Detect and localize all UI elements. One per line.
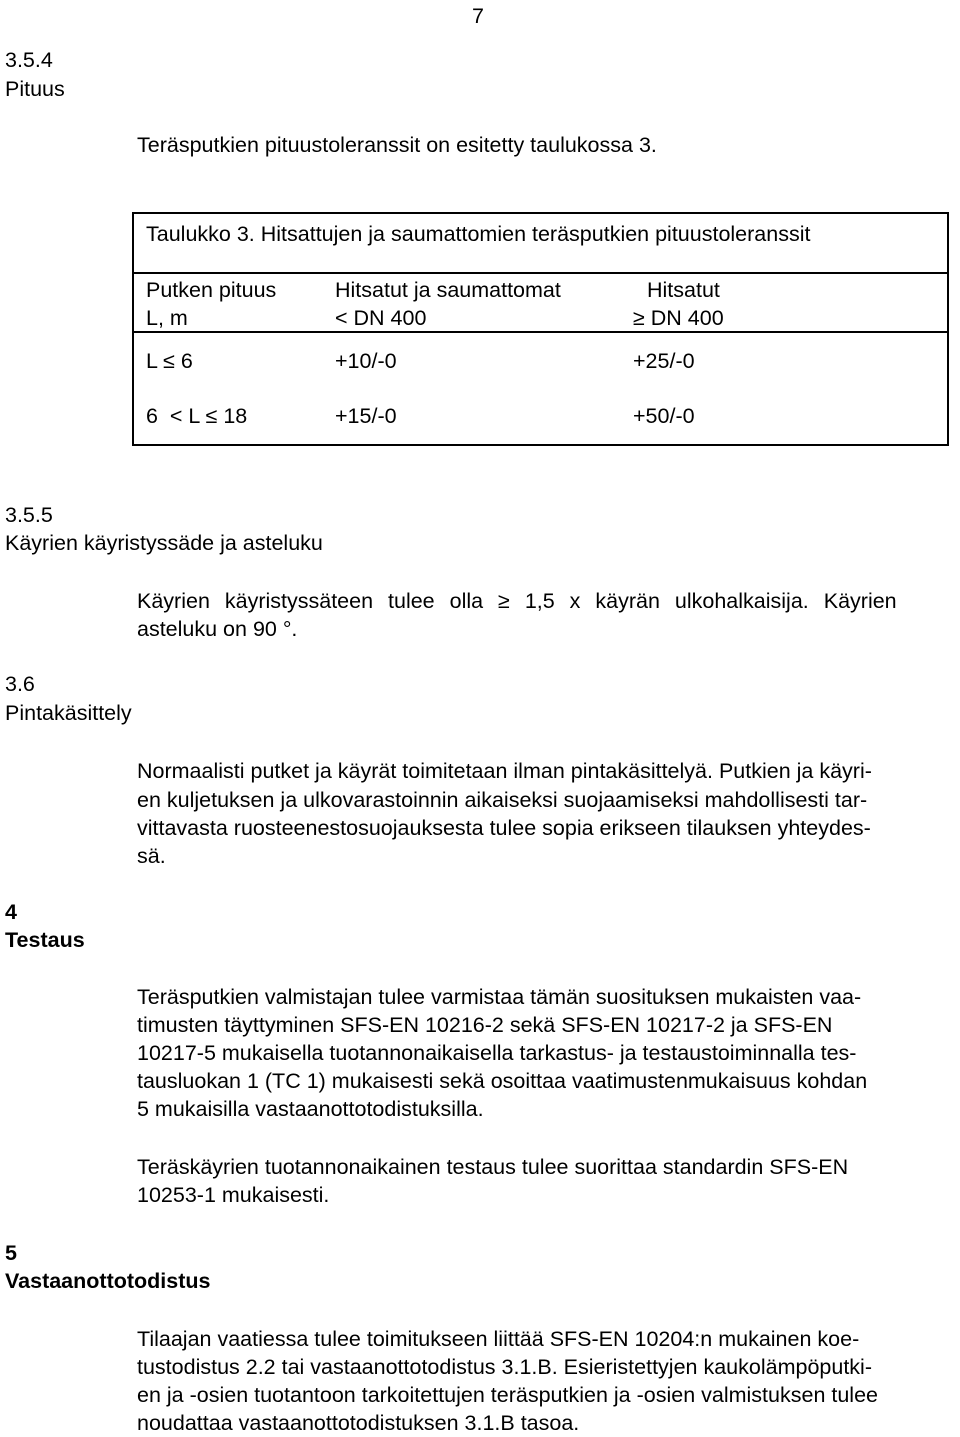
section-title: Pituus <box>5 77 65 101</box>
paragraph-line: en kuljetuksen ja ulkovarastoinnin aikaiseksi suojaamiseksi mahdollisesti tar- <box>137 788 868 812</box>
paragraph-line: timusten täyttyminen SFS-EN 10216-2 sekä SFS-EN 10217-2 ja SFS-EN <box>137 1013 833 1037</box>
table-cell: +25/-0 <box>633 349 695 373</box>
table-divider <box>132 272 947 274</box>
paragraph-line: 10217-5 mukaisella tuotannonaikaisella tarkastus- ja testaustoiminnalla tes- <box>137 1041 857 1065</box>
table-header-cell: Hitsatut <box>647 278 720 302</box>
table-header-cell: ≥ DN 400 <box>633 306 724 330</box>
table-header-cell: < DN 400 <box>335 306 427 330</box>
table-caption: Taulukko 3. Hitsattujen ja saumattomien teräsputkien pituustoleranssit <box>146 222 811 246</box>
paragraph: Teräsputkien pituustoleranssit on esitetty taulukossa 3. <box>137 133 657 157</box>
section-number: 3.6 <box>5 672 35 696</box>
paragraph-line: Teräsputkien valmistajan tulee varmistaa tämän suosituksen mukaisten vaa- <box>137 985 862 1009</box>
section-number: 3.5.5 <box>5 503 53 527</box>
table-cell: +15/-0 <box>335 404 397 428</box>
paragraph-line: asteluku on 90 °. <box>137 617 298 641</box>
section-title: Pintakäsittely <box>5 701 132 725</box>
table-cell: +10/-0 <box>335 349 397 373</box>
table-cell: L ≤ 6 <box>146 349 193 373</box>
table-header-cell: Hitsatut ja saumattomat <box>335 278 561 302</box>
table-cell: 6 < L ≤ 18 <box>146 404 248 428</box>
paragraph-line: noudattaa vastaanottotodistuksen 3.1.B tasoa. <box>137 1411 580 1435</box>
table-divider <box>132 331 947 333</box>
section-title: Käyrien käyristyssäde ja asteluku <box>5 531 323 555</box>
paragraph-line: en ja -osien tuotantoon tarkoitettujen teräsputkien ja -osien valmistuksen tulee <box>137 1383 878 1407</box>
section-number: 5 <box>5 1241 17 1265</box>
page-number: 7 <box>472 4 484 28</box>
section-number: 4 <box>5 900 17 924</box>
paragraph-line: Käyrien käyristyssäteen tulee olla ≥ 1,5 x käyrän ulkohalkaisija. Käyrien <box>137 589 897 613</box>
section-title: Testaus <box>5 928 85 952</box>
paragraph-line: 10253-1 mukaisesti. <box>137 1183 330 1207</box>
paragraph-line: tausluokan 1 (TC 1) mukaisesti sekä osoittaa vaatimustenmukaisuus kohdan <box>137 1069 868 1093</box>
table-header-cell: Putken pituus <box>146 278 277 302</box>
table-header-cell: L, m <box>146 306 188 330</box>
section-number: 3.5.4 <box>5 48 53 72</box>
section-title: Vastaanottotodistus <box>5 1269 211 1293</box>
paragraph-line: tustodistus 2.2 tai vastaanottotodistus 3.1.B. Esieristettyjen kaukolämpöputki- <box>137 1355 872 1379</box>
paragraph-line: sä. <box>137 844 166 868</box>
table-cell: +50/-0 <box>633 404 695 428</box>
paragraph-line: Teräskäyrien tuotannonaikainen testaus tulee suorittaa standardin SFS-EN <box>137 1155 849 1179</box>
paragraph-line: 5 mukaisilla vastaanottotodistuksilla. <box>137 1097 484 1121</box>
paragraph-line: Normaalisti putket ja käyrät toimitetaan ilman pintakäsittelyä. Putkien ja käyri- <box>137 759 872 783</box>
paragraph-line: vittavasta ruosteenestosuojauksesta tulee sopia erikseen tilauksen yhteydes- <box>137 816 871 840</box>
paragraph-line: Tilaajan vaatiessa tulee toimitukseen liittää SFS-EN 10204:n mukainen koe- <box>137 1327 860 1351</box>
